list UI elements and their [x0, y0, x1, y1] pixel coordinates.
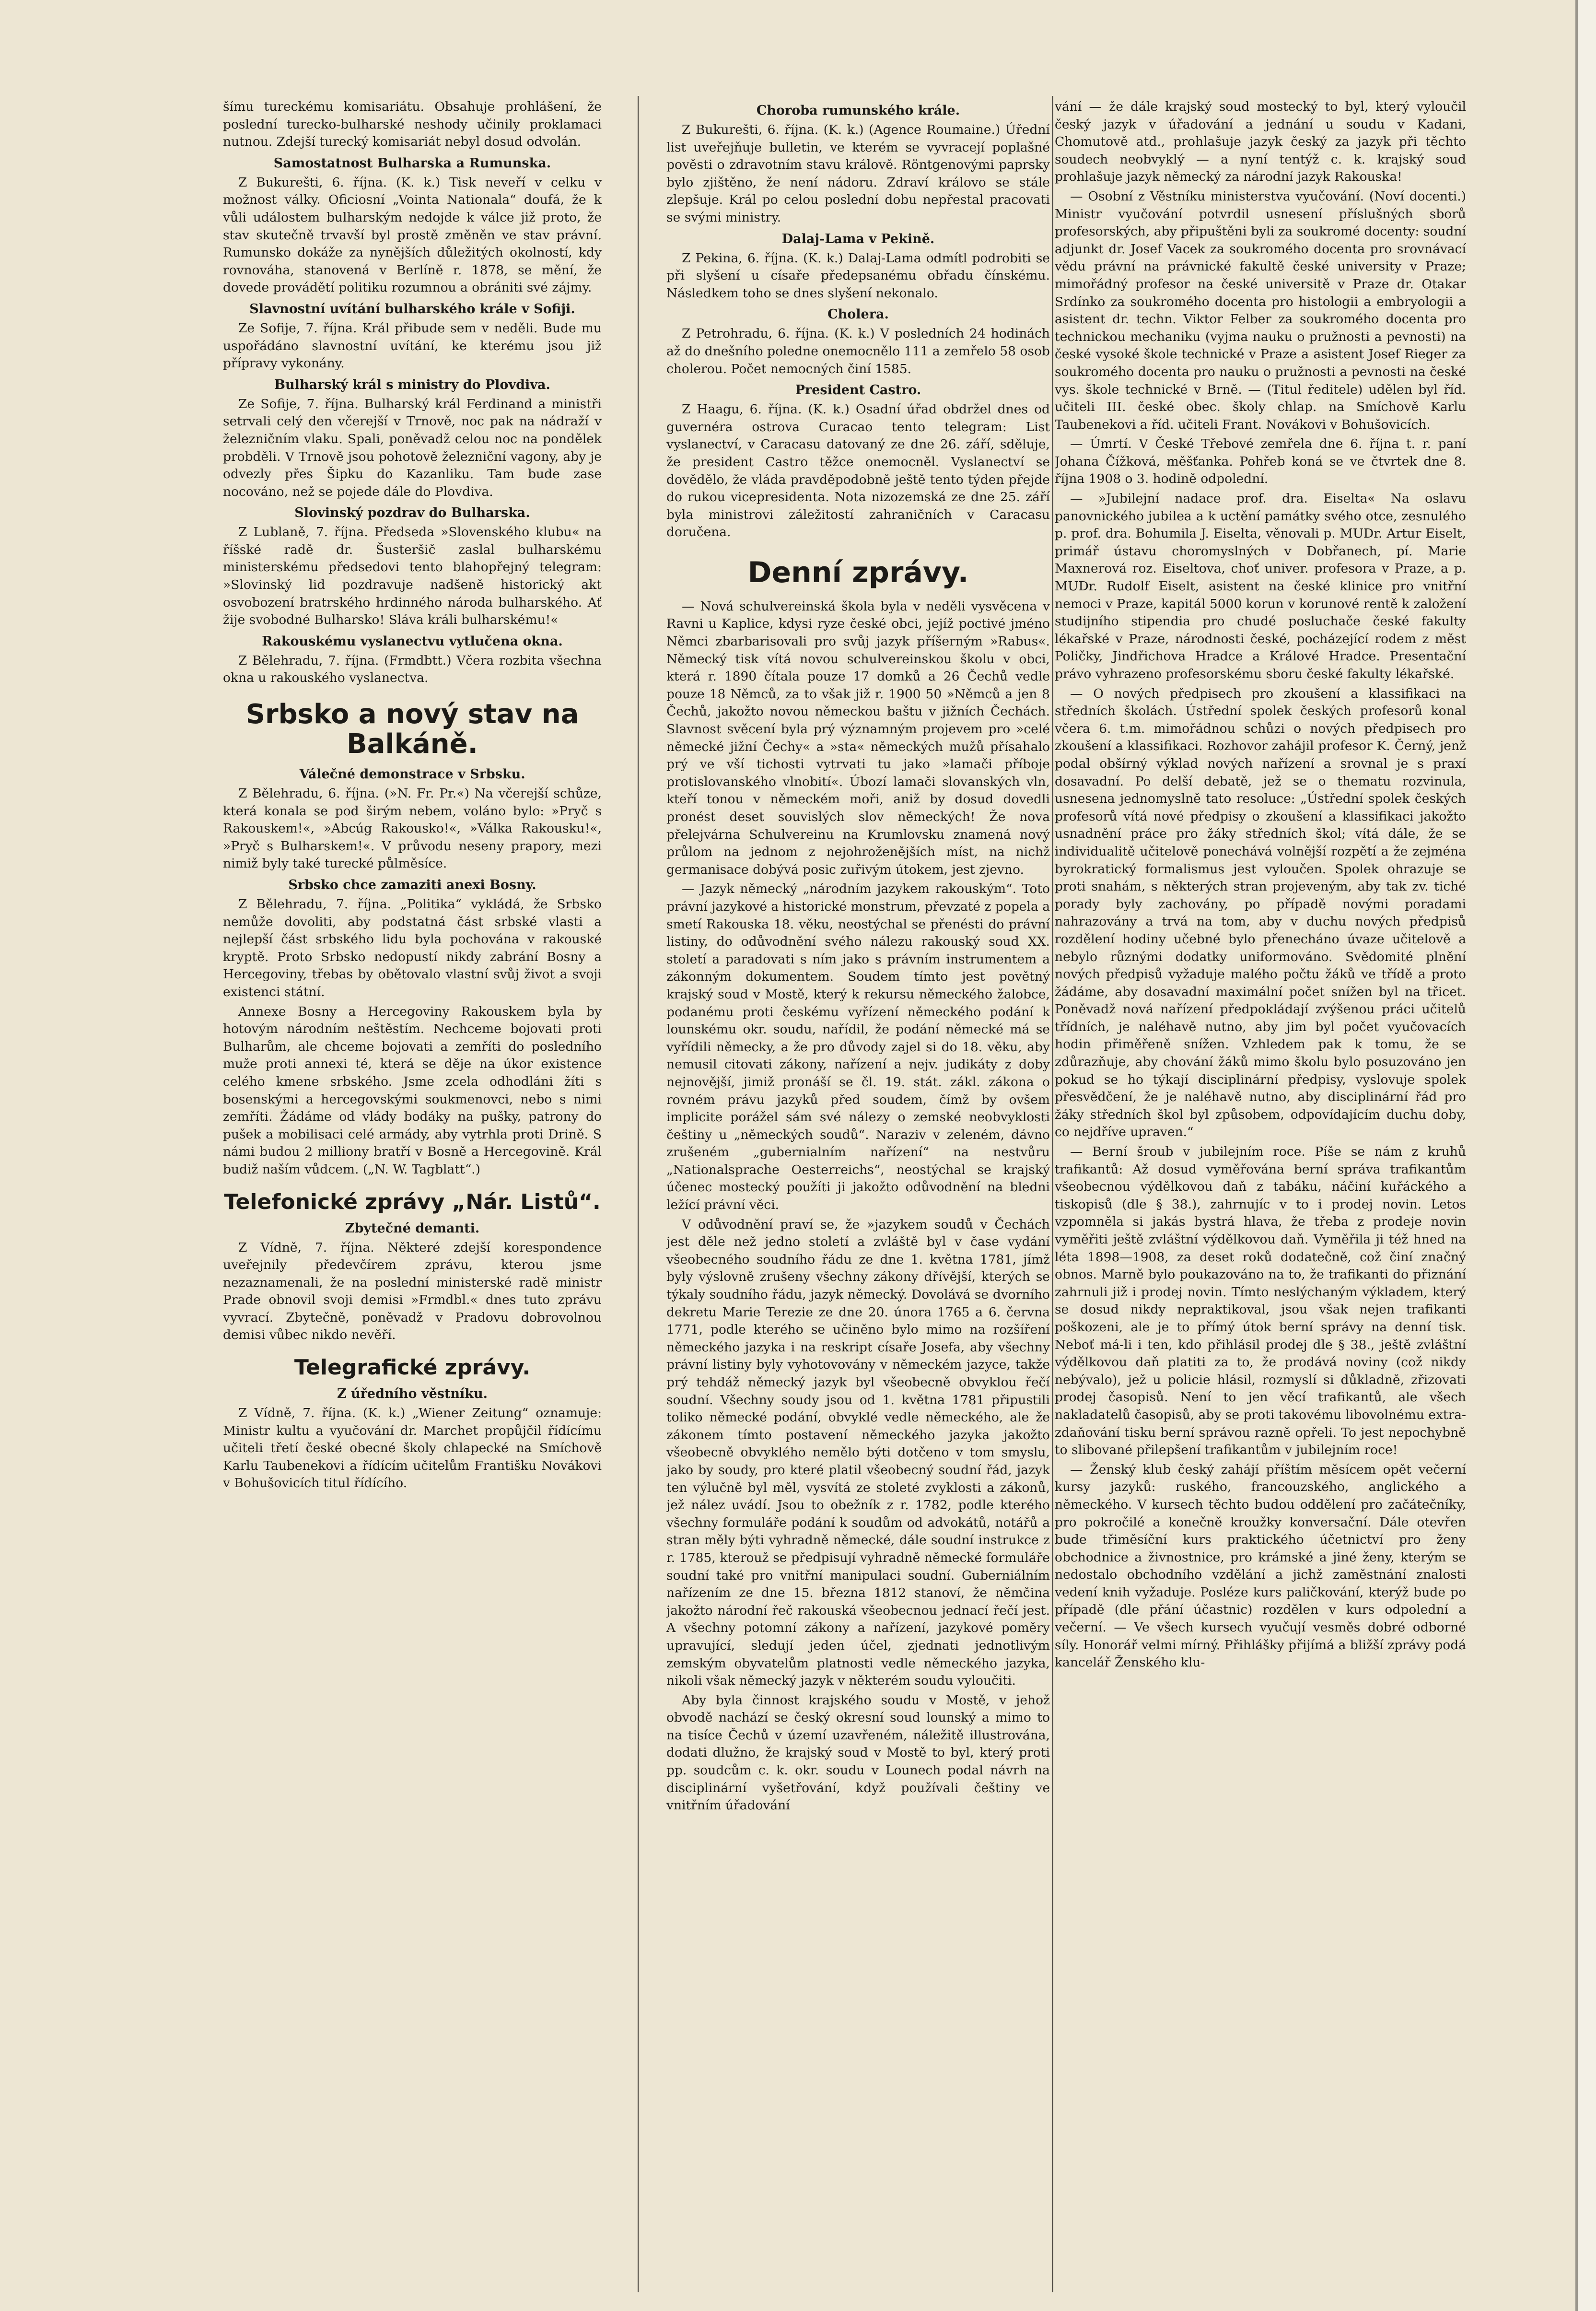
paragraph: Z Lublaně, 7. října. Předseda »Slovenského klubu« na říšské radě dr. Šusteršič zaslal bulharskému ministerskému předsedovi tento blahopřejný telegram: »Slovinský lid pozdravuje nadšeně historický akt osvobození bratrského hrdinného národa bulharského. Ať žije svobodné Bulharsko! Sláva králi bulharskému!«: [223, 525, 602, 628]
section-heading: Telegrafické zprávy.: [294, 1355, 531, 1380]
article-heading: Cholera.: [827, 307, 889, 322]
article-heading: Rakouskému vyslanectvu vytlučena okna.: [262, 633, 563, 649]
paragraph: — Berní šroub v jubilejním roce. Píše se nám z kruhů trafikantů: Až dosud vyměřována berní správa trafikantům všeobecnou výdělkovou daň z tabáku, náčiní kuřáckého a tiskopisů (dle § 38.), zahrnujíc v to i prodej novin. Letos vzpomněla si jakás bystrá hlava, že třeba z prodeje novin vyměřiti ještě zvláštní výdělkovou daň. Vyměřila ji též hned na léta 1898—1908, za deset roků dodatečně, což činí značný obnos. Marně bylo poukazováno na to, že trafikanti do přiznání zahrnuli již i prodej novin. Tímto neslýchaným výkladem, který se dosud nikdy nepraktikoval, jsou však nejen trafikanti poškozeni, ale je to přímý útok berní správy na denní tisk. Neboť má-li i ten, kdo přihlásil prodej dle § 38., ještě zvláštní výdělkovou daň platiti za to, že prodává noviny (což nikdy nebývalo), jež u policie hlásil, rozmyslí si důkladně, zřizovati prodej časopisů. Není to jen věcí trafikantů, ale všech nakladatelů časopisů, aby se proti takovému libovolnému extra-zdaňování tisku berní správou razně opřeli. To jest nepochybně to slibované přilepšení trafikantům v jubilejním roce!: [1055, 1144, 1466, 1458]
column-rule: [1052, 96, 1053, 2292]
article-heading: Válečné demonstrace v Srbsku.: [299, 767, 525, 782]
paragraph: V odůvodnění praví se, že »jazykem soudů v Čechách jest děle než jedno století a zvláště byl v čase vydání všeobecného soudního řádu ze dne 1. května 1781, jímž byly výslovně zrušeny všechny zákony dřívější, kterých se týkaly soudního řádu, jazyk německý. Dovolává se dvorního dekretu Marie Terezie ze dne 20. února 1765 a 6. června 1771, podle kterého se učiněno bylo mimo na rozšíření německého jazyka i na reskript císaře Josefa, aby všechny právní listiny byly vyhotovovány v německém jazyce, takže prý tehdáž německý jazyk byl všeobecně obvyklou řečí soudní. Všechny soudy jsou od 1. května 1781 připustili toliko německé podání, obvyklé vedle německého, ale že zákonem tímto postavení německého jazyka jakožto všeobecně obvyklého nemělo býti dotčeno v tom smyslu, jako by soudy, pro které platil všeobecný soudní řád, jazyk ten výlučně byl měl, vysvítá ze stoleté zvyklosti a zákonů, jež nález uvádí. Jsou to obežník z r. 1782, podle kterého všechny formuláře podání k soudům od advokátů, notářů a stran měly býti vyhradně německé, dále soudní instrukce z r. 1785, kterouž se předpisují vyhradně německé formuláře soudní také pro vnitřní manipulaci soudní. Guberniálním nařízením ze dne 15. března 1812 stanoví, že němčina jakožto národní řeč rakouská všeobecnou jednací řečí jest. A všechny potomní zákony a nařízení, jazykové poměry upravující, sledují jeden účel, zjednati jednotlivým zemským obyvatelům platnosti vedle německého jazyka, nikoli však německý jazyk v některém soudu vyloučiti.: [666, 1217, 1050, 1689]
article-heading: Choroba rumunského krále.: [756, 103, 960, 118]
section-heading: Denní zprávy.: [747, 555, 969, 589]
paragraph: šímu tureckému komisariátu. Obsahuje prohlášení, že poslední turecko-bulharské neshody učinily proklamaci nutnou. Zdejší turecký komisariát nebyl dosud odvolán.: [223, 99, 602, 150]
paragraph: Z Vídně, 7. října. (K. k.) „Wiener Zeitung“ oznamuje: Ministr kultu a vyučování dr. Marchet propůjčil řídícímu učiteli třetí české obecné školy chlapecké na Smíchově Karlu Taubenekovi a řídícím učitelům Františku Novákovi v Bohušovicích titul řídícího.: [223, 1406, 602, 1491]
article-heading: Z úředního věstníku.: [337, 1386, 488, 1402]
article-heading: Samostatnost Bulharska a Rumunska.: [273, 155, 551, 171]
column-left: [223, 98, 602, 2285]
article-heading: Slavnostní uvítání bulharského krále v Sofiji.: [249, 301, 575, 317]
column-rule: [638, 96, 639, 2292]
column-middle: [666, 98, 1050, 2285]
article-heading: Slovinský pozdrav do Bulharska.: [294, 505, 530, 521]
paragraph: Z Bukurešti, 6. října. (K. k.) Tisk neveří v celku v možnost války. Oficiosní „Vointa Nationala“ doufá, že k vůli událostem bulharským nedojde k válce již proto, že stav skutečně trvavší byl prostě změněn ve stav právní. Rumunsko dokáže za nynějších důležitých okolností, kdy rovnováha, stanovená v Berlíně r. 1878, se mění, že dovede provádětí politiku rozumnou a obrániti své zájmy.: [223, 175, 602, 295]
article-heading: Bulharský král s ministry do Plovdiva.: [274, 377, 550, 392]
paragraph: Z Bukurešti, 6. října. (K. k.) (Agence Roumaine.) Úřední list uveřejňuje bulletin, ve kterém se vyvracejí poplašné pověsti o zdravotním stavu králově. Röntgenovými paprsky bylo zjištěno, že není nádoru. Zdraví královo se stále zlepšuje. Král po celou poslední dobu nepřestal pracovati se svými ministry.: [666, 122, 1050, 225]
article-heading: Zbytečné demanti.: [345, 1220, 480, 1236]
paragraph: Z Haagu, 6. října. (K. k.) Osadní úřad obdržel dnes od guvernéra ostrova Curacao tento telegram: List vyslanectví, v Caracasu datovaný ze dne 26. září, sděluje, že president Castro těžce onemocněl. Vyslanectví se dovědělo, že vláda pravděpodobně ještě tento týden přejde do rukou vicepresidenta. Nota nizozemská ze dne 25. září byla ministrovi záležitostí zahraničních v Caracasu doručena.: [666, 402, 1050, 540]
section-heading: Srbsko a nový stav na Balkáně.: [245, 699, 579, 760]
paragraph: Z Petrohradu, 6. října. (K. k.) V posledních 24 hodinách až do dnešního poledne onemocnělo 111 a zemřelo 58 osob cholerou. Počet nemocných činí 1585.: [666, 326, 1050, 376]
paragraph: — Nová schulvereinská škola byla v neděli vysvěcena v Ravni u Kaplice, kdysi ryze české obci, jejíž poctivé jméno Němci zbarbarisovali pro svůj jazyk příšerným »Rabus«. Německý tisk vítá novou schulvereinskou školu v obci, která r. 1890 čítala pouze 17 domků a 26 Čechů vedle pouze 18 Němců, za to však již r. 1900 50 »Němců a jen 8 Čechů, jakožto novou německou baštu v jižních Čechách. Slavnost svěcení byla prý významným projevem pro »celé německé jižní Čechy« a »sta« německých mužů přísahalo prý ve vší tichosti vytrvati tu jako »lamači příboje protislovanského vlnobití«. Úbozí lamači slovanských vln, kteří tonou v německém moři, aniž by dosud dovedli pronést deset souvislých slov německých! Že nova přelejvárna Schulvereinu na Krumlovsku znamená nový průlom na jednom z nejohroženějších míst, na nichž germanisace dobývá posic zuřivým útokem, jest zjevno.: [666, 598, 1050, 877]
paragraph: vání — že dále krajský soud mostecký to byl, který vyloučil český jazyk v úřadování a jednání u soudu v Kadani, Chomutově atd., prohlašuje jazyk český za jazyk při těchto soudech neobvyklý — a nyní tentýž c. k. krajský soud prohlašuje jazyk německý za národní jazyk Rakouska!: [1055, 99, 1466, 185]
paragraph: — Jazyk německý „národním jazykem rakouským“. Toto právní jazykové a historické monstrum, převzaté z popela a smetí Rakouska 18. věku, neostýchal se přenésti do právní listiny, do odůvodnění svého nálezu rakouský soud XX. století a paradovati s ním jako s právním instrumentem a zákonným dokumentem. Soudem tímto jest povětný krajský soud v Mostě, který k rekursu německého žalobce, podanému proti českému vyřízení německého podání k lounskému okr. soudu, nařídil, že podání německé má se vyřídili německy, a že pro důvody zajel si do 18. věku, aby nemusil citovati zákony, nařízení a nejv. judikáty z doby nejnovější, jimiž pronáší se čl. 19. stát. zákl. zákona o rovném právu jazyků před soudem, čímž by ovšem implicite porážel sám své nálezy o zemské neobvyklosti češtiny u „německých soudů“. Naraziv v zeleném, dávno zrušeném „gubernialním nařízení“ na nestvůru „Nationalsprache Oesterreichs“, neostýchal se krajský účenec mostecký použíti ji jakožto odůvodnění na bledni ležící právní věci.: [666, 881, 1050, 1213]
article-heading: Dalaj-Lama v Pekině.: [781, 231, 935, 246]
paragraph: Z Pekina, 6. října. (K. k.) Dalaj-Lama odmítl podrobiti se při slyšení u císaře předepsanému obřadu čínskému. Následkem toho se dnes slyšení nekonalo.: [666, 250, 1050, 301]
article-heading: Srbsko chce zamaziti anexi Bosny.: [288, 878, 536, 892]
paragraph: — Úmrtí. V České Třebové zemřela dne 6. října t. r. paní Johana Čížková, měšťanka. Pohřeb koná se ve čtvrtek dne 8. října 1908 o 3. hodině odpolední.: [1055, 436, 1466, 487]
paragraph: Z Bělehradu, 6. října. (»N. Fr. Pr.«) Na včerejší schůze, která konala se pod širým nebem, voláno bylo: »Pryč s Rakouskem!«, »Abcúg Rakousko!«, »Válka Rakousku!«, »Pryč s Bulharskem!«. V průvodu neseny prapory, mezi nimiž byly také turecké půlměsíce.: [223, 786, 602, 871]
paragraph: Z Bělehradu, 7. října. (Frmdbtt.) Včera rozbita všechna okna u rakouského vyslanectva.: [223, 653, 602, 686]
column-right: [1055, 98, 1466, 2285]
paragraph: Z Bělehradu, 7. října. „Politika“ vykládá, že Srbsko nemůže dovoliti, aby podstatná část srbské vlasti a nejlepší část srbského lidu byla pochována v rakouské kryptě. Proto Srbsko nedopustí nikdy zabrání Bosny a Hercegoviny, třebas by obětovalo vlastní svůj život a svoji existenci státní.: [223, 897, 602, 999]
paragraph: — Ženský klub český zahájí příštím měsícem opět večerní kursy jazyků: ruského, francouzského, anglického a německého. V kursech těchto budou oddělení pro začátečníky, pro pokročilé a konečně kroužky konversační. Dále otevřen bude třiměsíční kurs praktického účetnictví pro ženy obchodnice a živnostnice, pro krámské a jiné ženy, kterým se nedostalo obchodního vzdělání a jichž zaměstnání znalosti vedení knih vyžaduje. Posléze kurs paličkování, kterýž bude po případě (dle přání účastnic) rozdělen v kurs odpolední a večerní. — Ve všech kursech vyučují vesměs dobré odborné síly. Honorář velmi mírný. Přihlášky přijímá a bližší zprávy podá kancelář Ženského klu-: [1055, 1462, 1466, 1670]
section-heading: Telefonické zprávy „Nár. Listů“.: [224, 1189, 601, 1214]
paragraph: — Osobní z Věstníku ministerstva vyučování. (Noví docenti.) Ministr vyučování potvrdil usnesení příslušných sborů profesorských, aby připuštěni byli za soukromé docenty: soudní adjunkt dr. Josef Vacek za soukromého docenta pro srovnávací vědu právní na právnické fakultě české university v Praze; mimořádný profesor na české universitě v Praze dr. Otakar Srdínko za soukromého docenta pro histologii a embryologii a asistent dr. techn. Viktor Felber za soukromého docenta pro technickou mechaniku (vyjma nauku o pružnosti a pevnosti) na české vysoké škole technické v Praze a asistent Josef Rieger za soukromého docenta pro nauku o pružnosti a pevnosti na české vys. škole technické v Brně. — (Titul ředitele) udělen byl říd. učiteli III. české obec. školy chlap. na Smíchově Karlu Taubenekovi a říd. učiteli Frant. Novákovi v Bohušovicích.: [1055, 188, 1466, 432]
paragraph: — »Jubilejní nadace prof. dra. Eiselta« Na oslavu panovnického jubilea a k uctění památky svého otce, zesnulého p. prof. dra. Bohumila J. Eiselta, věnovali p. MUDr. Artur Eiselt, primář ústavu choromyslných v Dobřanech, pí. Marie Maxnerová roz. Eiseltova, choť univer. profesora v Praze, a p. MUDr. Rudolf Eiselt, asistent na české klinice pro vnitřní nemoci v Praze, kapitál 5000 korun v korunové rentě k založení studijního stipendia pro chudé posluchače české fakulty lékařské v Praze, národnosti české, pocházející rodem z měst Poličky, Jindřichova Hradce a Králové Hradce. Presentační právo vyhrazeno profesorskému sboru české fakulty lékařské.: [1055, 491, 1466, 681]
paragraph: Ze Sofije, 7. října. Bulharský král Ferdinand a ministři setrvali celý den včerejší v Trnově, noc pak na nádraží v železničním vlaku. Spali, poněvadž celou noc na pondělek probděli. V Trnově jsou pohotově železniční vagony, aby je odvezly přes Šipku do Kazanliku. Tam bude zase nocováno, než se pojede dále do Plovdiva.: [223, 396, 602, 499]
paragraph: — O nových předpisech pro zkoušení a klassifikaci na středních školách. Ústřední spolek českých profesorů konal včera 6. t.m. mimořádnou schůzi o nových předpisech pro zkoušení a klassifikaci. Rozhovor zahájil profesor K. Černý, jenž podal obšírný výklad nových nařízení a srovnal je s praxí dosavadní. Po delší debatě, jež se o thematu rozvinula, usnesena jednomyslně tato resoluce: „Ústřední spolek českých profesorů vítá nové předpisy o zkoušení a klassifikaci jakožto usnadnění práce pro žáky středních škol; vítá dále, že se individualitě učitelově ponechává volnější rozpětí a že zejména byrokratický formalismus jest vyloučen. Spolek ohrazuje se proti snahám, s některých stran projeveným, aby tak zv. tiché porady byly zachovány, po případě novými poradami nahrazovány a trvá na tom, aby v duchu nových předpisů rozdělení hodiny učebné bylo přenecháno úvaze učitelově a nebylo různými dodatky uniformováno. Svědomité plnění nových předpisů vyžaduje malého počtu žáků ve třídě a proto žádáme, aby dosavadní maximální počet snížen byl na třicet. Poněvadž nová nařízení předpokládají zvýšenou práci učitelů třídních, je naléhavě nutno, aby jim byl počet vyučovacích hodin přiměřeně snížen. Vzhledem pak k tomu, že se zdůrazňuje, aby chování žáků mimo školu bylo posuzováno jen pokud se ho týkají disciplinární předpisy, vyslovuje spolek přesvědčení, že je naléhavě nutno, aby disciplinární řád pro žáky středních škol byl způsobem, odpovídajícím duchu doby, co nejdříve upraven.“: [1055, 686, 1466, 1140]
article-heading: President Castro.: [795, 383, 921, 398]
page-edge: [1578, 0, 1596, 2311]
paragraph: Ze Sofije, 7. října. Král přibude sem v neděli. Bude mu uspořádáno slavnostní uvítání, ke kterému jsou již přípravy vykonány.: [223, 320, 602, 371]
paragraph: Annexe Bosny a Hercegoviny Rakouskem byla by hotovým národním neštěstím. Nechceme bojovati proti Bulharům, ale chceme bojovati a zemříti do posledního muže proti annexi té, která se děje na úkor existence celého kmene srbského. Jsme zcela odhodláni žíti s bosenskými a hercegovskými soukmenovci, nebo s nimi zemříti. Žádáme od vlády bodáky na pušky, patrony do pušek a mobilisaci celé armády, aby vytrhla proti Drině. S námi budou 2 milliony bratří v Bosně a Hercegovině. Král budiž naším vůdcem. („N. W. Tagblatt“.): [223, 1004, 602, 1177]
paragraph: Z Vídně, 7. října. Některé zdejší korespondence uveřejnily předevčírem zprávu, kterou jsme nezaznamenali, že na poslední ministerské radě ministr Prade obnovil svoji demisi »Frmdbl.« dnes tuto zprávu vyvrací. Zbytečně, poněvadž v Pradovu dobrovolnou demisi vůbec nikdo nevěří.: [223, 1240, 602, 1343]
paragraph: Aby byla činnost krajského soudu v Mostě, v jehož obvodě nachází se český okresní soud lounský a mimo to na tisíce Čechů v území uzavřeném, náležitě illustrována, dodati dlužno, že krajský soud v Mostě to byl, který proti pp. soudcům c. k. okr. soudu v Lounech podal návrh na disciplinární vyšetřování, když používali češtiny ve vnitřním úřadování: [666, 1692, 1050, 1813]
